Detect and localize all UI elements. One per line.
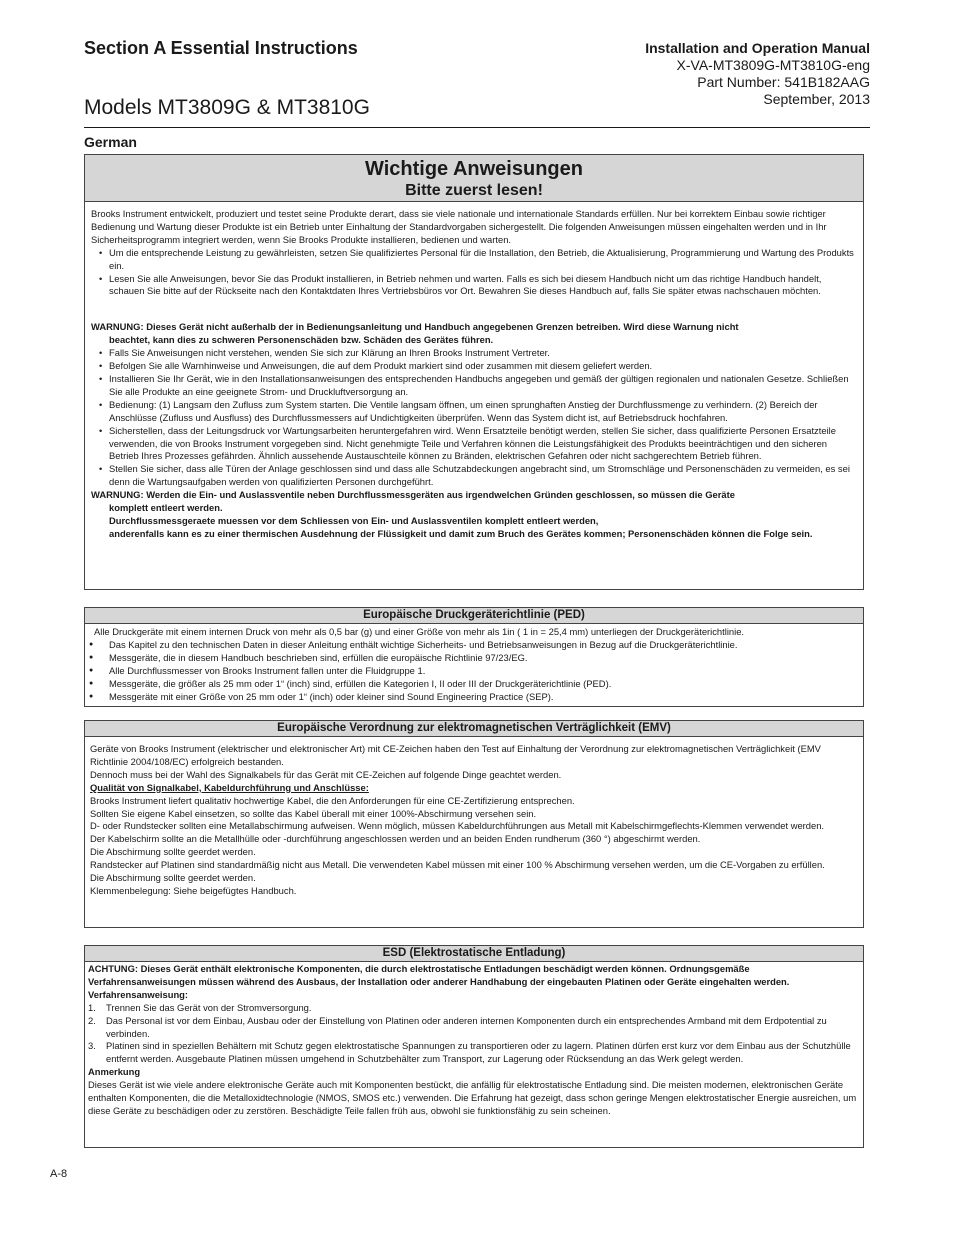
emv-subheading: Qualität von Signalkabel, Kabeldurchführung und Anschlüsse: (90, 781, 369, 793)
warning-2-cont: komplett entleert werden. (109, 502, 223, 514)
list-item: ● Alle Durchflussmesser von Brooks Instrument fallen unter die Fluidgruppe 1. (88, 665, 857, 678)
emv-line: Brooks Instrument liefert qualitativ hochwertige Kabel, die den Anforderungen für eine CE-Zertifizierung entsprechen. (90, 794, 575, 806)
header-divider (84, 127, 870, 128)
list-item: • Falls Sie Anweisungen nicht verstehen, wenden Sie sich zur Klärung an Ihren Brooks Instrument Vertreter. (91, 347, 857, 360)
emv-line: Der Kabelschirm sollte an die Metallhülle oder -durchführung angeschlossen werden und an beiden Enden rundherum (360 °) abgeschirmt werden. (90, 833, 701, 845)
ped-title: Europäische Druckgeräterichtlinie (PED) (85, 608, 863, 624)
doc-id: X-VA-MT3809G-MT3810G-eng (676, 57, 870, 73)
section-title: Section A Essential Instructions (84, 38, 358, 58)
step-text: Trennen Sie das Gerät von der Stromversorgung. (106, 1001, 312, 1013)
esd-note: Dieses Gerät ist wie viele andere elektronische Geräte auch mit Komponenten bestückt, die anfällig für elektrostatische Entladung sind. Die meisten modernen, elektronischen Geräte enthalten Komponenten, die die Metalloxidtechnologie (NMOS, SMOS etc.) verwenden. Die Erfahrung hat gezeigt, dass schon geringe Mengen elektrostatischer Energie ausreichen, um diese Geräte zu beschädigen oder zu zerstören. Beschädigte Teile fallen früh aus, obwohl sie funktionsfähig zu sein scheinen. (88, 1079, 857, 1116)
step-text: Das Personal ist vor dem Einbau, Ausbau oder der Einstellung von Platinen oder anderen internen Komponenten durch ein entsprechendes Armband mit dem Erdpotential zu verbinden. (106, 1014, 827, 1039)
warning-1: WARNUNG: Dieses Gerät nicht außerhalb der in Bedienungsanleitung und Handbuch angegebenen Grenzen betreiben. Wird diese Warnung nicht (91, 321, 739, 333)
list-item: • Installieren Sie Ihr Gerät, wie in den Installationsanweisungen des entsprechenden Handbuchs angegeben und gemäß der gültigen regionalen und nationalen Gesetze. Schließen Sie alle Produkte an eine geeignete Strom- und Druckluftversorgung an. (91, 373, 857, 399)
emv-line: Klemmenbelegung: Siehe beigefügtes Handbuch. (90, 884, 297, 896)
important-instructions-body (85, 202, 863, 541)
emv-line: Sollten Sie eigene Kabel einsetzen, so sollte das Kabel überall mit einer 100%-Abschirmung versehen sein. (90, 807, 537, 819)
emv-line: D- oder Rundstecker sollten eine Metallabschirmung aufweisen. Wenn möglich, müssen Kabeldurchführungen aus Metall mit Kabelschirmgeflechts-Klemmen verwendet werden. (90, 820, 825, 832)
list-item: ● Messgeräte mit einer Größe von 25 mm oder 1“ (inch) oder kleiner sind Sound Engineering Practice (SEP). (88, 691, 857, 704)
list-item: • Bedienung: (1) Langsam den Zufluss zum System starten. Die Ventile langsam öffnen, um einen sprunghaften Anstieg der Durchflussmenge zu verhindern. (2) Bereich der Anschlüsse (Zufluss und Ausfluss) des Durchflussmessers auf Undichtigkeiten überprüfen. Wenn das System dicht ist, auf Betriebsdruck hochfahren. (91, 399, 857, 425)
emv-line: Randstecker auf Platinen sind standardmäßig nicht aus Metall. Die verwendeten Kabel müssen mit einer 100 % Abschirmung versehen werden, um die CE-Vorgaben zu erfüllen. (90, 859, 825, 871)
step-number: 3. (88, 1040, 96, 1052)
esd-title: ESD (Elektrostatische Entladung) (85, 946, 863, 962)
emv-line: Die Abschirmung sollte geerdet werden. (90, 872, 256, 884)
step-text: Platinen sind in speziellen Behältern mit Schutz gegen elektrostatische Spannungen zu transportieren oder zu lagern. Platinen dürfen erst kurz vor dem Einbau aus der Schutzhülle entfernt werden. Ausgebaute Platinen müssen umgehend in Schutzbehälter zum Transport, zur Lagerung oder Rücksendung an das Werk gelegt werden. (106, 1040, 851, 1065)
warning-2-line-3: Durchflussmessgeraete muessen vor dem Schliessen von Ein- und Auslassventilen komplett entleert werden, (109, 514, 599, 526)
important-instructions-box (84, 154, 864, 590)
emv-title: Europäische Verordnung zur elektromagnetischen Verträglichkeit (EMV) (85, 721, 863, 737)
warning-2: WARNUNG: Werden die Ein- und Auslassventile neben Durchflussmessgeräten aus irgendwelchen Gründen geschlossen, so müssen die Geräte (91, 489, 735, 501)
warning-1-cont: beachtet, kann dies zu schweren Personenschäden bzw. Schäden des Gerätes führen. (109, 334, 494, 346)
important-instructions-title: Wichtige Anweisungen (365, 158, 583, 180)
list-item (88, 1040, 857, 1066)
list-item: • Um die entsprechende Leistung zu gewährleisten, setzen Sie qualifiziertes Personal für die Installation, den Betrieb, die Aktualisierung, Programmierung und Wartung des Produkts ein. (91, 247, 857, 273)
important-instructions-header (85, 155, 863, 202)
bullet-list-2 (91, 347, 857, 489)
ped-box (84, 607, 864, 707)
step-number: 1. (88, 1001, 96, 1013)
esd-box (84, 945, 864, 1148)
list-item: ● Das Kapitel zu den technischen Daten in dieser Anleitung enthält wichtige Sicherheits- und Betriebsanweisungen in Bezug auf die Druckgeräterichtlinie. (88, 639, 857, 652)
page-number: A-8 (50, 1168, 68, 1180)
list-item: ● Messgeräte, die größer als 25 mm oder 1“ (inch) sind, erfüllen die Kategorien I, II oder III der Druckgeräterichtlinie (PED). (88, 678, 857, 691)
manual-title: Installation and Operation Manual (645, 40, 870, 56)
list-item: • Lesen Sie alle Anweisungen, bevor Sie das Produkt installieren, in Betrieb nehmen und warten. Falls es sich bei diesem Handbuch nicht um das richtige Handbuch handelt, schauen Sie bitte auf der Rückseite nach den Kontaktdaten Ihres Vertriebsbüros vor Ort. Bewahren Sie dieses Handbuch auf, falls Sie später etwas nachschauen möchten. (91, 273, 857, 299)
esd-steps (88, 1002, 857, 1067)
list-item: • Stellen Sie sicher, dass alle Türen der Anlage geschlossen sind und dass alle Schutzabdeckungen angebracht sind, um Stromschläge und Personenschäden zu vermeiden, es sei denn die Wartungsaufgaben werden von qualifizierten Personen durchgeführt. (91, 463, 857, 489)
list-item (88, 1015, 857, 1041)
ped-intro: Alle Druckgeräte mit einem internen Druck von mehr als 0,5 bar (g) und einer Größe von mehr als 1in ( 1 in = 25,4 mm) unterliegen der Druckgeräterichtlinie. (94, 626, 745, 637)
step-number: 2. (88, 1014, 96, 1026)
ped-bullet-list (88, 639, 857, 704)
warning-2-line-4: anderenfalls kann es zu einer thermischen Ausdehnung der Flüssigkeit und damit zum Bruch des Gerätes kommen; Personenschäden können die Folge sein. (109, 527, 813, 539)
list-item: • Befolgen Sie alle Warnhinweise und Anweisungen, die auf dem Produkt markiert sind oder zusammen mit diesem geliefert werden. (91, 360, 857, 373)
esd-note-heading: Anmerkung (88, 1066, 141, 1078)
models-title: Models MT3809G & MT3810G (84, 96, 370, 119)
esd-body (85, 962, 863, 1118)
ped-body (85, 624, 863, 703)
list-item: • Sicherstellen, dass der Leitungsdruck vor Wartungsarbeiten heruntergefahren wird. Wenn Ersatzteile benötigt werden, stellen Sie sicher, dass qualifizierte Personen Ersatzteile verwenden, die von Brooks Instrument vorgegeben sind. Nicht genehmigte Teile und Verfahren können die Leistungsfähigkeit des Produkts beeinträchtigen und den sicheren Betrieb Ihres Prozesses gefährden. Ähnlich aussehende Austauschteile können zu Bränden, elektrischen Gefahren oder nicht sachgerechtem Betrieb führen. (91, 425, 857, 464)
emv-paragraph-2: Dennoch muss bei der Wahl des Signalkabels für das Gerät mit CE-Zeichen auf folgende Dinge geachtet werden. (90, 768, 562, 780)
bullet-list-1 (91, 247, 857, 299)
emv-box (84, 720, 864, 928)
manual-info (645, 40, 870, 108)
emv-body (85, 737, 863, 898)
part-number: Part Number: 541B182AAG (697, 74, 870, 90)
emv-line: Die Abschirmung sollte geerdet werden. (90, 846, 256, 858)
publication-date: September, 2013 (763, 91, 870, 107)
intro-paragraph: Brooks Instrument entwickelt, produziert und testet seine Produkte derart, dass sie viele nationale und internationale Standards erfüllen. Nur bei korrektem Einbau sowie richtiger Bedienung und Wartung dieser Produkte ist ein Betrieb unter Einhaltung der Standardvorgaben sichergestellt. Die folgenden Anweisungen müssen eingehalten werden und in Ihr Sicherheitsprogramm integriert werden, wenn Sie Brooks Produkte installieren, bedienen und warten. (91, 208, 827, 245)
list-item (88, 1002, 857, 1015)
language-label: German (84, 134, 137, 150)
list-item: ● Messgeräte, die in diesem Handbuch beschrieben sind, erfüllen die europäische Richtlinie 97/23/EG. (88, 652, 857, 665)
esd-procedure-heading: Verfahrensanweisung: (88, 988, 189, 1000)
important-instructions-subtitle: Bitte zuerst lesen! (405, 182, 543, 199)
emv-paragraph-1: Geräte von Brooks Instrument (elektrischer und elektronischer Art) mit CE-Zeichen haben den Test auf Einhaltung der Verordnung zur elektromagnetischen Verträglichkeit (EMV Richtlinie 2004/108/EC) erfolgreich bestanden. (90, 743, 821, 767)
esd-caution: ACHTUNG: Dieses Gerät enthält elektronische Komponenten, die durch elektrostatische Entladungen beschädigt werden können. Ordnungsgemäße Verfahrensanweisungen müssen während des Ausbaus, der Installation oder anderer Handhabung der eingebauten Platinen oder Geräte eingehalten werden. (88, 963, 790, 987)
